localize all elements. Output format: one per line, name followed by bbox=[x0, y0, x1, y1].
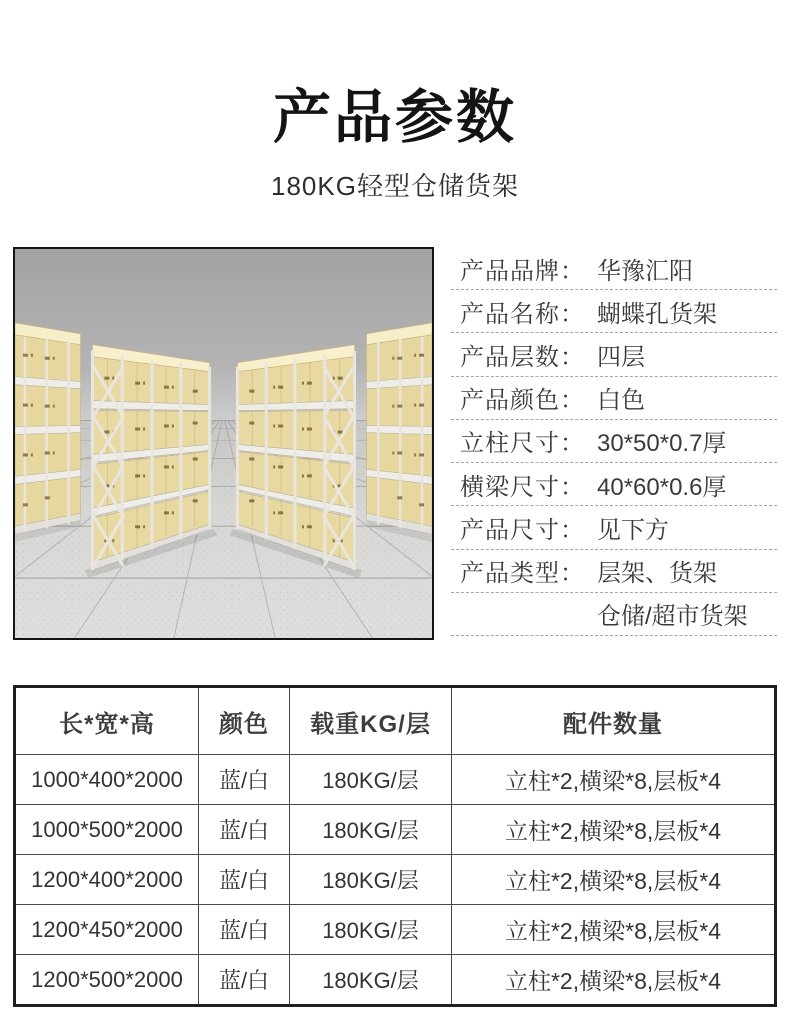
spec-panel bbox=[451, 247, 777, 636]
spec-row-beam-size bbox=[451, 463, 777, 506]
cell-parts: 立柱*2,横梁*8,层板*4 bbox=[452, 805, 776, 855]
column-header-color: 颜色 bbox=[199, 687, 290, 755]
spec-value: 蝴蝶孔货架 bbox=[597, 300, 717, 328]
page-title: 产品参数 bbox=[272, 85, 517, 150]
spec-value: 见下方 bbox=[597, 516, 669, 544]
spec-value: 四层 bbox=[597, 344, 645, 372]
cell-load: 180KG/层 bbox=[290, 955, 452, 1006]
cell-color: 蓝/白 bbox=[199, 755, 290, 805]
cell-dimensions: 1000*400*2000 bbox=[15, 755, 199, 805]
cell-dimensions: 1200*450*2000 bbox=[15, 905, 199, 955]
table-row bbox=[15, 855, 776, 905]
table-header-row bbox=[15, 687, 776, 755]
warehouse-racks-illustration bbox=[15, 249, 432, 638]
cell-load: 180KG/层 bbox=[290, 905, 452, 955]
spec-label: 产品尺寸： bbox=[460, 516, 585, 544]
cell-load: 180KG/层 bbox=[290, 755, 452, 805]
spec-value: 仓储/超市货架 bbox=[597, 603, 748, 631]
spec-value: 白色 bbox=[597, 387, 645, 415]
size-spec-table bbox=[13, 685, 777, 1007]
spec-label: 产品颜色： bbox=[460, 387, 585, 415]
cell-dimensions: 1200*500*2000 bbox=[15, 955, 199, 1006]
spec-value: 40*60*0.6厚 bbox=[597, 473, 727, 501]
table-row bbox=[15, 755, 776, 805]
spec-row-layers bbox=[451, 333, 777, 376]
spec-label: 立柱尺寸： bbox=[460, 430, 585, 458]
page-subtitle: 180KG轻型仓储货架 bbox=[271, 171, 519, 201]
cell-dimensions: 1200*400*2000 bbox=[15, 855, 199, 905]
cell-load: 180KG/层 bbox=[290, 805, 452, 855]
spec-row-product-type bbox=[451, 550, 777, 593]
spec-row-color bbox=[451, 377, 777, 420]
spec-label: 产品品牌： bbox=[460, 257, 585, 285]
spec-row-brand bbox=[451, 247, 777, 290]
cell-parts: 立柱*2,横梁*8,层板*4 bbox=[452, 755, 776, 805]
cell-color: 蓝/白 bbox=[199, 955, 290, 1006]
column-header-parts: 配件数量 bbox=[452, 687, 776, 755]
spec-label: 横梁尺寸： bbox=[460, 473, 585, 501]
column-header-dimensions: 长*宽*高 bbox=[15, 687, 199, 755]
cell-dimensions: 1000*500*2000 bbox=[15, 805, 199, 855]
cell-parts: 立柱*2,横梁*8,层板*4 bbox=[452, 855, 776, 905]
table-row bbox=[15, 805, 776, 855]
spec-row-type-extra bbox=[451, 593, 777, 636]
cell-color: 蓝/白 bbox=[199, 805, 290, 855]
spec-row-column-size bbox=[451, 420, 777, 463]
cell-color: 蓝/白 bbox=[199, 905, 290, 955]
spec-value: 华豫汇阳 bbox=[597, 257, 693, 285]
spec-label: 产品层数： bbox=[460, 344, 585, 372]
spec-value: 层架、货架 bbox=[597, 560, 717, 588]
product-photo bbox=[13, 247, 434, 640]
cell-color: 蓝/白 bbox=[199, 855, 290, 905]
spec-value: 30*50*0.7厚 bbox=[597, 430, 727, 458]
spec-label: 产品类型： bbox=[460, 560, 585, 588]
cell-parts: 立柱*2,横梁*8,层板*4 bbox=[452, 905, 776, 955]
spec-label: 产品名称： bbox=[460, 300, 585, 328]
cell-parts: 立柱*2,横梁*8,层板*4 bbox=[452, 955, 776, 1006]
spec-row-name bbox=[451, 290, 777, 333]
spec-row-product-size bbox=[451, 506, 777, 549]
table-row bbox=[15, 905, 776, 955]
cell-load: 180KG/层 bbox=[290, 855, 452, 905]
column-header-load: 载重KG/层 bbox=[290, 687, 452, 755]
table-row bbox=[15, 955, 776, 1006]
